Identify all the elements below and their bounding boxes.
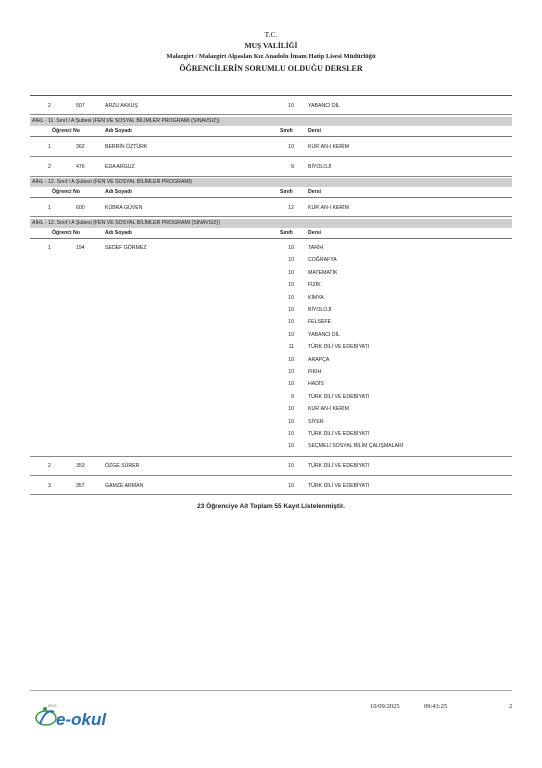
row-ders: TÜRK DİLİ VE EDEBİYATI <box>308 483 370 489</box>
col-ders: Dersi <box>308 230 321 236</box>
row-sira: 2 <box>48 103 51 109</box>
row-separator <box>30 114 512 115</box>
print-date: 10/09/2025 <box>370 703 400 710</box>
lesson-ders: TÜRK DİLİ VE EDEBİYATI <box>308 431 370 437</box>
lesson-ders: COĞRAFYA <box>308 257 337 264</box>
row-sira: 2 <box>48 164 51 170</box>
lesson-sinif: 10 <box>288 369 294 375</box>
eokul-logo-icon <box>34 700 114 732</box>
lesson-ders: KİMYA <box>308 294 324 301</box>
row-separator <box>30 456 512 457</box>
row-ad-soyad: KÜBRA GÜVEN <box>105 205 143 211</box>
logo-text: e-okul <box>56 710 107 729</box>
row-ogrenci-no: 476 <box>76 164 85 170</box>
section-header: AİHL - 11. Sınıf / A Şubesi (FEN VE SOSYAL BİLİMLER PROGRAMI (SINAVSIZ)) <box>30 117 512 126</box>
lesson-ders: TARİH <box>308 245 324 251</box>
lesson-sinif: 11 <box>288 344 294 351</box>
row-ogrenci-no: 600 <box>76 205 85 211</box>
lesson-sinif: 10 <box>288 331 294 338</box>
row-ders: YABANCI DİL <box>308 103 340 109</box>
lesson-sinif: 10 <box>288 282 294 289</box>
lesson-sinif: 10 <box>288 257 294 264</box>
lesson-sinif: 10 <box>288 381 294 388</box>
row-ad-soyad: SEDEF GÖRMEZ <box>105 245 147 251</box>
lesson-ders: SİYER <box>308 418 324 425</box>
lesson-sinif: 10 <box>288 356 294 363</box>
col-ad-soyad: Adı Soyadı <box>105 189 132 195</box>
header-divider <box>30 95 512 96</box>
lesson-ders: YABANCI DİL <box>308 331 340 338</box>
col-sinif: Sınıfı <box>280 128 293 134</box>
logo-meb-text: MEB <box>48 703 57 708</box>
lesson-ders: SEÇMELİ SOSYAL BİLİM ÇALIŞMALARI <box>308 443 404 450</box>
lesson-sinif: 9 <box>291 393 294 400</box>
page-title: ÖĞRENCİLERİN SORUMLU OLDUĞU DERSLER <box>179 64 363 73</box>
header-valilik: MUŞ VALİLİĞİ <box>244 41 298 50</box>
section-header: AİHL - 12. Sınıf / A Şubesi (FEN VE SOSYAL BİLİMLER PROGRAMI) <box>30 178 512 187</box>
lesson-sinif: 10 <box>288 294 294 301</box>
col-ogrenci-no: Öğrenci No <box>52 128 80 134</box>
row-ad-soyad: BERRİN ÖZTÜRK <box>105 144 148 150</box>
row-sinif: 12 <box>288 205 294 211</box>
col-ogrenci-no: Öğrenci No <box>52 189 80 195</box>
col-ders: Dersi <box>308 128 321 134</box>
row-ders: KUR`AN-I KERİM <box>308 205 349 211</box>
lesson-ders: TÜRK DİLİ VE EDEBİYATI <box>308 344 370 351</box>
total-summary: 23 Öğrenciye Ait Toplam 55 Kayıt Listelenmiştir. <box>197 503 345 510</box>
row-separator <box>30 475 512 476</box>
section-header: AİHL - 12. Sınıf / A Şubesi (FEN VE SOSYAL BİLİMLER PROGRAMI (SINAVSIZ)) <box>30 219 512 228</box>
lesson-ders: TÜRK DİLİ VE EDEBİYATI <box>308 393 370 400</box>
col-ad-soyad: Adı Soyadı <box>105 230 132 236</box>
col-ogrenci-no: Öğrenci No <box>52 230 80 236</box>
lesson-sinif: 10 <box>288 245 294 251</box>
col-ad-soyad: Adı Soyadı <box>105 128 132 134</box>
lesson-sinif: 10 <box>288 319 294 326</box>
row-ad-soyad: GAMZE ARMAN <box>105 483 144 489</box>
header-school: Malazgirt / Malazgirt Alpaslan Kız Anadolu İmam Hatip Lisesi Müdürlüğü <box>166 53 376 60</box>
column-headers <box>30 188 512 198</box>
lesson-ders: ARAPÇA <box>308 356 330 363</box>
page-number: 2 <box>509 703 513 710</box>
lesson-sinif: 10 <box>288 269 294 276</box>
lesson-ders: HADİS <box>308 381 324 388</box>
row-ad-soyad: ARZU AKKUŞ <box>105 103 138 109</box>
row-sira: 3 <box>48 483 51 489</box>
row-ogrenci-no: 353 <box>76 463 85 469</box>
row-sinif: 10 <box>288 144 294 150</box>
column-headers <box>30 127 512 137</box>
lesson-sinif: 10 <box>288 443 294 450</box>
col-sinif: Sınıfı <box>280 230 293 236</box>
lesson-sinif: 10 <box>288 406 294 413</box>
row-sinif: 10 <box>288 103 294 109</box>
footer-divider <box>30 690 512 691</box>
lesson-ders: BİYOLOJİ <box>308 307 332 313</box>
lesson-sinif: 10 <box>288 418 294 425</box>
lesson-sinif: 10 <box>288 307 294 313</box>
header-tc: T.C. <box>264 30 278 39</box>
row-ad-soyad: EDA ARGUZ <box>105 164 135 170</box>
row-ogrenci-no: 194 <box>76 245 85 251</box>
row-separator <box>30 494 512 495</box>
col-sinif: Sınıfı <box>280 189 293 195</box>
row-ogrenci-no: 362 <box>76 144 85 150</box>
row-separator <box>30 176 512 177</box>
eokul-logo <box>34 700 114 732</box>
column-headers <box>30 229 512 239</box>
lesson-ders: FİZİK <box>308 282 321 289</box>
lesson-sinif: 10 <box>288 431 294 437</box>
row-sinif: 10 <box>288 463 294 469</box>
row-sira: 1 <box>48 205 51 211</box>
row-ogrenci-no: 507 <box>76 103 85 109</box>
lesson-ders: FELSEFE <box>308 319 332 326</box>
row-sira: 2 <box>48 463 51 469</box>
row-ders: TÜRK DİLİ VE EDEBİYATI <box>308 463 370 469</box>
row-separator <box>30 156 512 157</box>
lesson-ders: KUR`AN-I KERİM <box>308 406 349 413</box>
row-ders: BİYOLOJİ <box>308 164 332 170</box>
row-sira: 1 <box>48 144 51 150</box>
row-ogrenci-no: 357 <box>76 483 85 489</box>
lesson-ders: MATEMATİK <box>308 269 338 276</box>
col-ders: Dersi <box>308 189 321 195</box>
print-time: 09:43:25 <box>424 703 448 710</box>
row-sira: 1 <box>48 245 51 251</box>
lesson-ders: FIKIH <box>308 369 322 375</box>
row-sinif: 9 <box>291 164 294 170</box>
row-sinif: 10 <box>288 483 294 489</box>
row-separator <box>30 216 512 217</box>
row-ad-soyad: ÖZGE SÜRER <box>105 463 140 469</box>
row-ders: KUR`AN-I KERİM <box>308 144 349 150</box>
